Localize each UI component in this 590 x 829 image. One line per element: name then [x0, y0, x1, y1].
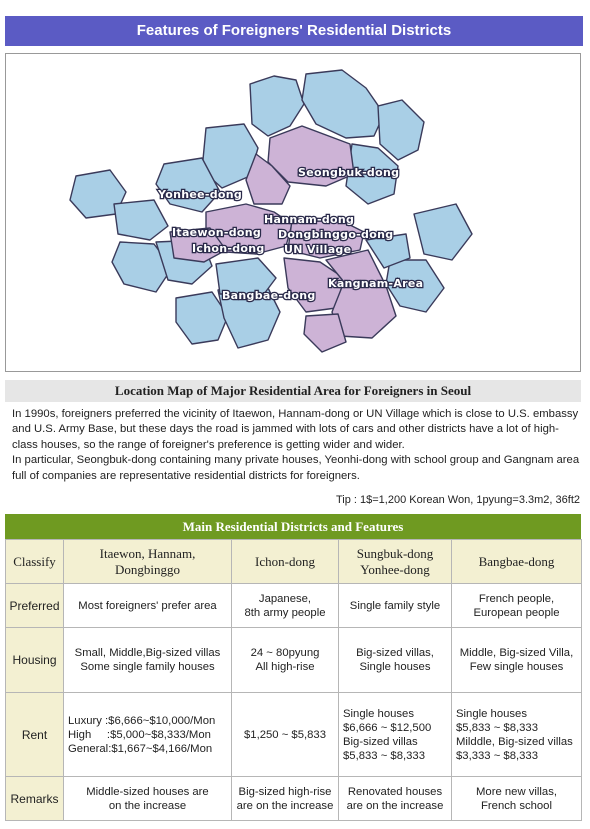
cell-remarks-itaewon-line-2: on the increase [108, 799, 187, 812]
cell-housing-ichon [232, 628, 339, 693]
districts-table [5, 514, 581, 821]
description-text [12, 407, 580, 484]
header-sungbuk [339, 540, 452, 584]
cell-preferred-bangbae-line-1: French people, [478, 592, 555, 605]
cell-preferred-ichon-line-1: Japanese, [258, 592, 312, 605]
cell-preferred-bangbae-line-2: European people [473, 606, 560, 619]
cell-remarks-bangbae-line-2: French school [481, 799, 552, 812]
cell-rent-sungbuk-line-3: Big-sized villas [343, 735, 418, 748]
cell-housing-bangbae-line-1: Middle, Big-sized Villa, [459, 647, 574, 659]
cell-preferred-ichon [232, 584, 339, 628]
cell-remarks-sungbuk-line-2: are on the increase [346, 799, 444, 812]
cell-rent-sungbuk [339, 693, 452, 777]
district-west-3 [114, 200, 168, 240]
row-label-remarks: Remarks [6, 777, 64, 821]
map-label-bangbae: Bangbae-dong [222, 289, 316, 302]
header-itaewon [64, 540, 232, 584]
map-label-unvillage: UN Village [284, 243, 352, 256]
cell-remarks-sungbuk [339, 777, 452, 821]
cell-housing-itaewon-line-1: Small, Middle,Big-sized villas [74, 647, 221, 659]
cell-housing-sungbuk-line-1: Big-sized villas, [356, 647, 434, 659]
cell-rent-bangbae-line-1: Single houses [456, 707, 527, 720]
cell-remarks-bangbae-line-1: More new villas, [476, 785, 557, 798]
cell-rent-bangbae [452, 693, 582, 777]
cell-preferred-ichon-line-2: 8th army people [244, 606, 326, 619]
map-label-itaewon: Itaewon-dong [172, 226, 262, 239]
cell-preferred-bangbae [452, 584, 582, 628]
district-north-2 [302, 70, 384, 138]
cell-housing-ichon-line-2: All high-rise [255, 661, 315, 673]
header-bangbae: Bangbae-dong [452, 540, 582, 584]
cell-remarks-bangbae [452, 777, 582, 821]
cell-remarks-ichon-line-2: are on the increase [236, 799, 334, 812]
cell-housing-itaewon-line-2: Some single family houses [80, 661, 215, 673]
cell-housing-ichon-line-1: 24 ~ 80pyung [250, 647, 320, 659]
map-svg [6, 54, 581, 372]
cell-housing-bangbae [452, 628, 582, 693]
cell-rent-bangbae-line-3: Milddle, Big-sized villas [456, 735, 573, 748]
map-label-seongbuk: Seongbuk-dong [298, 166, 400, 179]
cell-remarks-ichon [232, 777, 339, 821]
table-row-remarks [6, 777, 582, 821]
district-east-1 [414, 204, 472, 260]
conversion-tip: Tip : 1$=1,200 Korean Won, 1pyung=3.3m2, 36ft2 [335, 494, 580, 506]
table-title: Main Residential Districts and Features [5, 514, 581, 539]
district-north-1 [250, 76, 304, 136]
cell-rent-sungbuk-line-4: $5,833 ~ $8,333 [343, 749, 425, 762]
cell-remarks-ichon-line-1: Big-sized high-rise [238, 785, 332, 798]
cell-remarks-sungbuk-line-1: Renovated houses [347, 785, 443, 798]
seoul-district-map [5, 53, 581, 372]
features-table [5, 539, 582, 821]
map-label-yonhee: Yonhee-dong [158, 188, 243, 201]
map-label-dongbinggo: Dongbinggo-dong [278, 228, 394, 241]
map-caption: Location Map of Major Residential Area for Foreigners in Seoul [5, 380, 581, 402]
table-row-housing [6, 628, 582, 693]
district-kangnam-3 [304, 314, 346, 352]
cell-rent-itaewon [64, 693, 232, 777]
map-label-hannam: Hannam-dong [264, 213, 355, 226]
cell-rent-itaewon-line-1: Luxury :$6,666~$10,000/Mon [68, 714, 216, 727]
row-label-housing: Housing [6, 628, 64, 693]
header-ichon: Ichon-dong [232, 540, 339, 584]
map-label-ichon: Ichon-dong [192, 242, 265, 255]
header-sungbuk-line-1: Sungbuk-dong [356, 545, 434, 561]
page-title: Features of Foreigners' Residential Districts [5, 16, 583, 46]
cell-rent-sungbuk-line-1: Single houses [343, 707, 414, 720]
cell-rent-bangbae-line-2: $5,833 ~ $8,333 [456, 721, 538, 734]
cell-remarks-itaewon [64, 777, 232, 821]
description-paragraph-2: In particular, Seongbuk-dong containing many private houses, Yeonhi-dong with school group and Gangnam area full of companies are representative residential districts for foreigners. [12, 454, 580, 482]
cell-rent-ichon: $1,250 ~ $5,833 [232, 693, 339, 777]
cell-rent-bangbae-line-4: $3,333 ~ $8,333 [456, 749, 538, 762]
table-row-preferred [6, 584, 582, 628]
cell-preferred-sungbuk: Single family style [339, 584, 452, 628]
table-header-row [6, 540, 582, 584]
cell-rent-sungbuk-line-2: $6,666 ~ $12,500 [343, 721, 432, 734]
cell-rent-itaewon-line-3: General:$1,667~$4,166/Mon [68, 742, 213, 755]
header-itaewon-line-2: Dongbinggo [115, 561, 180, 577]
cell-rent-itaewon-line-2: High :$5,000~$8,333/Mon [68, 728, 211, 741]
description-paragraph-1: In 1990s, foreigners preferred the vicinity of Itaewon, Hannam-dong or UN Village which is close to U.S. embassy and U.S. Army Base, but these days the road is jammed with lots of cars and other districts have a lot of high-class houses, so the range of foreigner's preference is getting wider and wider. [12, 408, 579, 451]
row-label-preferred: Preferred [6, 584, 64, 628]
cell-preferred-itaewon: Most foreigners' prefer area [64, 584, 232, 628]
table-row-rent [6, 693, 582, 777]
cell-housing-itaewon [64, 628, 232, 693]
header-itaewon-line-1: Itaewon, Hannam, [99, 545, 196, 561]
row-label-rent: Rent [6, 693, 64, 777]
cell-housing-sungbuk [339, 628, 452, 693]
header-sungbuk-line-2: Yonhee-dong [360, 561, 430, 577]
cell-remarks-itaewon-line-1: Middle-sized houses are [86, 785, 209, 798]
header-classify: Classify [6, 540, 64, 584]
cell-housing-sungbuk-line-2: Single houses [359, 661, 431, 673]
map-label-kangnam: Kangnam-Area [328, 277, 424, 290]
cell-housing-bangbae-line-2: Few single houses [469, 661, 564, 673]
district-north-3 [378, 100, 424, 160]
